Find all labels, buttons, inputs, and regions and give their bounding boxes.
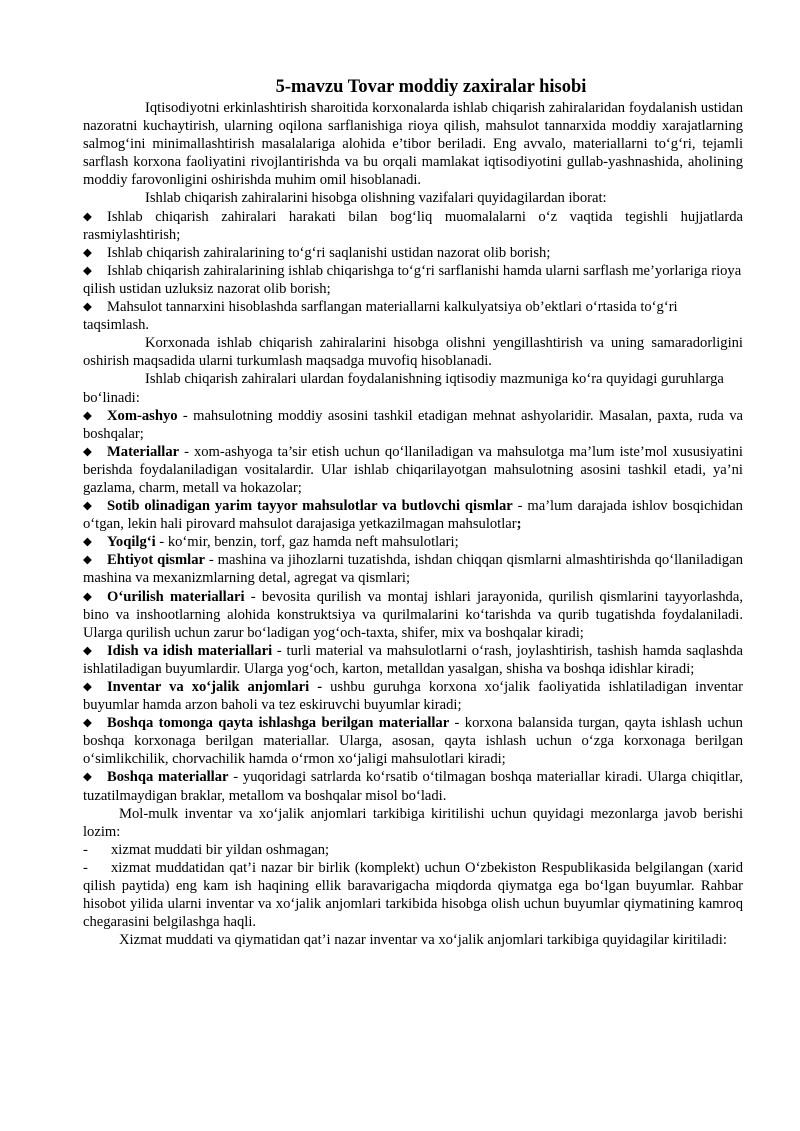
group-item: ◆ O‘urilish materiallari - bevosita qurilish va montaj ishlari jarayonida, qurilish qismlarini tayyorlashda, bino va inshootlarning alohida konstruktsiya va qurilmalarini ko‘tarishda va qurib tugatishda foydalaniladi. Ularga qurilish uchun zarur bo‘ladigan yog‘och-taxta, shifer, mix va boshqalar kiradi; bbox=[83, 588, 743, 642]
dash-marker: - bbox=[83, 841, 88, 858]
group-item: ◆ Idish va idish materiallari - turli material va mahsulotlarni o‘rash, joylashtirish, tashish hamda saqlashda ishlatiladigan buyumlardir. Ularga yog‘och, karton, metalldan yasalgan, shisha va boshqa idishlar kiradi; bbox=[83, 642, 743, 678]
group-item: ◆ Boshqa materiallar - yuqoridagi satrlarda ko‘rsatib o‘tilmagan boshqa materiallar kiradi. Ularga chiqitlar, tuzatilmaydigan braklar, metallom va boshqalar misol bo‘ladi. bbox=[83, 768, 743, 804]
group-term: Yoqilg‘i bbox=[107, 534, 156, 551]
group-desc: mahsulotning moddiy asosini tashkil etadigan mehnat ashyolaridir. Masalan, paxta, ruda va boshqalar; bbox=[83, 407, 743, 442]
group-desc: ushbu guruhga korxona xo‘jalik faoliyatida ishlatiladigan inventar buyumlar hamda arzon baholi va tez eskiruvchi buyumlar kiradi; bbox=[83, 679, 743, 714]
group-term: Boshqa materiallar bbox=[107, 769, 229, 786]
group-desc: korxona balansida turgan, qayta ishlash uchun boshqa korxonaga berilgan materiallar. Ularga, asosan, qayta ishlash uchun o‘zga korxonaga berilgan o‘simlikchilik, chorvachilik hamda o‘rmon xo‘jaligi mahsulotlari kiradi; bbox=[83, 715, 743, 768]
group-term: Inventar va xo‘jalik anjomlari - bbox=[107, 679, 323, 695]
group-term: Xom-ashyo bbox=[107, 407, 178, 424]
closing-paragraph: Xizmat muddati va qiymatidan qat’i nazar inventar va xo‘jalik anjomlari tarkibiga quyidagilar kiritiladi: bbox=[119, 932, 727, 949]
group-desc: ko‘mir, benzin, torf, gaz hamda neft mahsulotlari; bbox=[167, 534, 459, 551]
criteria-intro: Mol-mulk inventar va xo‘jalik anjomlari tarkibiga kiritilishi uchun quyidagi mezonlarga javob berishi lozim: bbox=[83, 805, 743, 840]
group-item: ◆ Materiallar - xom-ashyoga ta’sir etish uchun qo‘llaniladigan va mahsulotga ma’lum iste’mol xususiyatini berishda foydalaniladigan vositalardir. Ular ishlab chiqarilayotgan mahsulotning asosini tashkil etadi, ya’ni gazlama, charm, metall va hokazolar; bbox=[83, 443, 743, 497]
group-desc: xom-ashyoga ta’sir etish uchun qo‘llaniladigan va mahsulotga ma’lum iste’mol xususiyatini berishda foydalaniladigan vositalardir. Ular ishlab chiqarilayotgan mahsulotning asosini tashkil etadi, ya’ni gazlama, charm, metall va hokazolar; bbox=[83, 443, 743, 496]
document-title: 5-mavzu Tovar moddiy zaxiralar hisobi bbox=[275, 77, 587, 97]
group-item: ◆ Ehtiyot qismlar - mashina va jihozlarni tuzatishda, ishdan chiqqan qismlarni almashtirishda qo‘llaniladigan mashina va mexanizmlarning detal, agregat va qismlari; bbox=[83, 551, 743, 587]
group-item: ◆ Xom-ashyo - mahsulotning moddiy asosini tashkil etadigan mehnat ashyolaridir. Masalan, paxta, ruda va boshqalar; bbox=[83, 407, 743, 443]
group-item: ◆ Boshqa tomonga qayta ishlashga berilgan materiallar - korxona balansida turgan, qayta ishlash uchun boshqa korxonaga berilgan materiallar. Ularga, asosan, qayta ishlash uchun o‘zga korxonaga berilgan o‘simlikchilik, chorvachilik hamda o‘rmon xo‘jaligi mahsulotlari kiradi; bbox=[83, 714, 743, 768]
group-desc: bevosita qurilish va montaj ishlari jarayonida, qurilish qismlarini tayyorlashda, bino va inshootlarning alohida konstruktsiya va qurilmalarini ko‘tarishda va qurib tugatishda foydalaniladi. Ularga qurilish uchun zarur bo‘ladigan yog‘och-taxta, shifer, mix va boshqalar kiradi; bbox=[83, 588, 743, 641]
group-term: Idish va idish materiallari bbox=[107, 642, 273, 659]
tasks-list bbox=[83, 208, 743, 335]
criteria-item: - xizmat muddati bir yildan oshmagan; bbox=[83, 841, 330, 858]
intro-paragraph: Iqtisodiyotni erkinlashtirish sharoitida korxonalarda ishlab chiqarish zahiralaridan foydalanish ustidan nazoratni kuchaytirish, ularning oqilona sarflanishiga rioya qilish, mahsulot tannarxida moddiy xarajatlarning salmog‘ini minimallashtirish masalalariga alohida e’tibor beriladi. Eng avvalo, materiallarni to‘g‘ri, tejamli sarflash korxona faoliyatini rivojlantirishda va bu orqali mamlakat iqtisodiyotini gullab-yashnashida, aholining moddiy farovonligini oshirishda muhim omil hisoblanadi. bbox=[83, 100, 743, 189]
tasks-intro: Ishlab chiqarish zahiralarini hisobga olishning vazifalari quyidagilardan iborat: bbox=[145, 190, 607, 207]
group-item: ◆ Yoqilg‘i - ko‘mir, benzin, torf, gaz hamda neft mahsulotlari; bbox=[83, 533, 743, 551]
task-item: ◆ Ishlab chiqarish zahiralari harakati bilan bog‘liq muomalalarni o‘z vaqtida tegishli hujjatlarda rasmiylashtirish; bbox=[83, 208, 743, 244]
group-desc: ma’lum darajada ishlov bosqichidan o‘tgan, lekin hali pirovard mahsulot darajasiga yetkazilmagan mahsulotlar bbox=[83, 498, 743, 533]
task-item: ◆ Ishlab chiqarish zahiralarining ishlab chiqarishga to‘g‘ri sarflanishi hamda ularni sarflash me’yorlariga rioya qilish ustidan uzluksiz nazorat olib borish; bbox=[83, 262, 743, 298]
groups-intro: Ishlab chiqarish zahiralari ulardan foydalanishning iqtisodiy mazmuniga ko‘ra quyidagi guruhlarga bo‘linadi: bbox=[83, 371, 724, 406]
group-term: Boshqa tomonga qayta ishlashga berilgan materiallar bbox=[107, 715, 450, 732]
criteria-item: - xizmat muddatidan qat’i nazar bir birlik (komplekt) uchun O‘zbekiston Respublikasida belgilangan (xarid qilish paytida) eng kam ish haqining ellik baravarigacha miqdorda qiymatga ega bo‘lgan buyumlar. Rahbar hisobot yilida ularni inventar va xo‘jalik anjomlari tarkibida hisobga olish uchun buyumlar qiymatining kamroq chegarasini belgilashga haqli. bbox=[83, 859, 743, 931]
group-term: O‘urilish materiallari bbox=[107, 588, 245, 605]
classify-paragraph: Korxonada ishlab chiqarish zahiralarini hisobga olishni yengillashtirish va uning samaradorligini oshirish maqsadida ularni turkumlash maqsadga muvofiq hisoblanadi. bbox=[83, 335, 743, 370]
group-term: Ehtiyot qismlar bbox=[107, 552, 205, 569]
group-term: Sotib olinadigan yarim tayyor mahsulotlar va butlovchi qismlar bbox=[107, 498, 513, 515]
task-item: ◆ Ishlab chiqarish zahiralarining to‘g‘ri saqlanishi ustidan nazorat olib borish; bbox=[83, 244, 743, 262]
group-desc: mashina va jihozlarni tuzatishda, ishdan chiqqan qismlarni almashtirishda qo‘llaniladigan mashina va mexanizmlarning detal, agregat va qismlari; bbox=[83, 552, 743, 587]
group-term: Materiallar bbox=[107, 443, 180, 460]
group-item bbox=[83, 678, 743, 714]
task-item: ◆ Mahsulot tannarxini hisoblashda sarflangan materiallarni kalkulyatsiya ob’ektlari o‘rtasida to‘g‘ri taqsimlash. bbox=[83, 298, 743, 334]
dash-marker: - bbox=[83, 859, 88, 876]
groups-list bbox=[83, 407, 743, 805]
group-item: ◆ Sotib olinadigan yarim tayyor mahsulotlar va butlovchi qismlar - ma’lum darajada ishlov bosqichidan o‘tgan, lekin hali pirovard mahsulot darajasiga yetkazilmagan mahsulotlar; bbox=[83, 497, 743, 533]
group-desc: turli material va mahsulotlarni o‘rash, joylashtirish, tashish hamda saqlashda ishlatiladigan buyumlardir. Ularga yog‘och, karton, metalldan yasalgan, shisha va boshqa idishlar kiradi; bbox=[83, 642, 743, 677]
group-desc: yuqoridagi satrlarda ko‘rsatib o‘tilmagan boshqa materiallar kiradi. Ularga chiqitlar, tuzatilmaydigan braklar, metallom va boshqalar misol bo‘ladi. bbox=[83, 769, 743, 804]
criteria-list bbox=[83, 841, 743, 931]
